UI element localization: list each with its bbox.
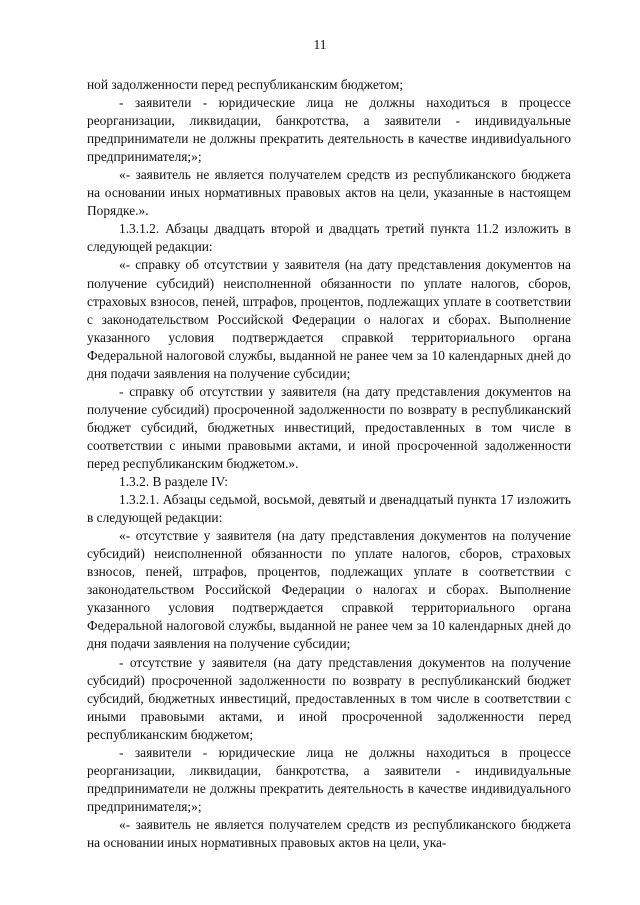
paragraph-tax-certificate: «- справку об отсутствии у заявителя (на дату представления документов на получение субсидий) неисполненной обязанности по уплате налогов, сборов, страховых взносов, пеней, штрафов, процентов, подлежащих уплате в соответствии с законодательством Российской Федерации о налогах и сборах. Выполнение указанного условия подтверждается справкой территориального органа Федеральной налоговой службы, выданной не ранее чем за 10 календарных дней до дня подачи заявления на получение субсидии; <box>87 257 571 381</box>
paragraph-applicants-reorganization-2: - заявители - юридические лица не должны находиться в процессе реорганизации, ликвидации, банкротства, а заявители - индивидуальные предприниматели не должны прекратить деятельность в качестве индивидуального предпринимателя;»; <box>87 744 571 814</box>
page-number: 11 <box>313 37 327 52</box>
paragraph-no-unpaid-obligation: «- отсутствие у заявителя (на дату представления документов на получение субсидий) неисполненной обязанности по уплате налогов, сборов, страховых взносов, пеней, штрафов, процентов, подлежащих уплате в соответствии с законодательством Российской Федерации о налогах и сборах. Выполнение указанного условия подтверждается справкой территориального органа Федеральной налоговой службы, выданной не ранее чем за 10 календарных дней до дня подачи заявления на получение субсидии; <box>87 528 571 652</box>
paragraph-debt-continuation: ной задолженности перед республиканским бюджетом; <box>87 77 404 92</box>
paragraph-not-recipient-2: «- заявитель не является получателем средств из республиканского бюджета на основании иных нормативных правовых актов на цели, ука- <box>87 816 571 850</box>
paragraph-clause-1-3-1-2: 1.3.1.2. Абзацы двадцать второй и двадцать третий пункта 11.2 изложить в следующей редакции: <box>87 221 571 255</box>
paragraph-overdue-certificate: - справку об отсутствии у заявителя (на дату представления документов на получение субсидий) просроченной задолженности по возврату в республиканский бюджет субсидий, бюджетных инвестиций, предоставленных в том числе в соответствии с иными правовыми актами, и иной просроченной задолженности перед республиканским бюджетом.». <box>87 383 571 471</box>
paragraph-clause-1-3-2: 1.3.2. В разделе IV: <box>119 474 229 490</box>
paragraph-no-overdue-debt: - отсутствие у заявителя (на дату представления документов на получение субсидий) просроченной задолженности по возврату в республиканский бюджет субсидий, бюджетных инвестиций, предоставленных в том числе в соответствии с иными правовыми актами, и иной просроченной задолженности перед республиканским бюджетом; <box>87 654 571 742</box>
paragraph-applicants-reorganization: - заявители - юридические лица не должны находиться в процессе реорганизации, ликвидации, банкротства, а заявители - индивидуальные предприниматели не должны прекратить деятельность в качестве индивиdуального предпринимателя;»; <box>87 95 571 165</box>
paragraph-clause-1-3-2-1: 1.3.2.1. Абзацы седьмой, восьмой, девятый и двенадцатый пункта 17 изложить в следующей редакции: <box>87 492 571 526</box>
document-body <box>87 76 571 852</box>
paragraph-not-recipient: «- заявитель не является получателем средств из республиканского бюджета на основании иных нормативных правовых актов на цели, указанные в настоящем Порядке.». <box>87 167 571 219</box>
